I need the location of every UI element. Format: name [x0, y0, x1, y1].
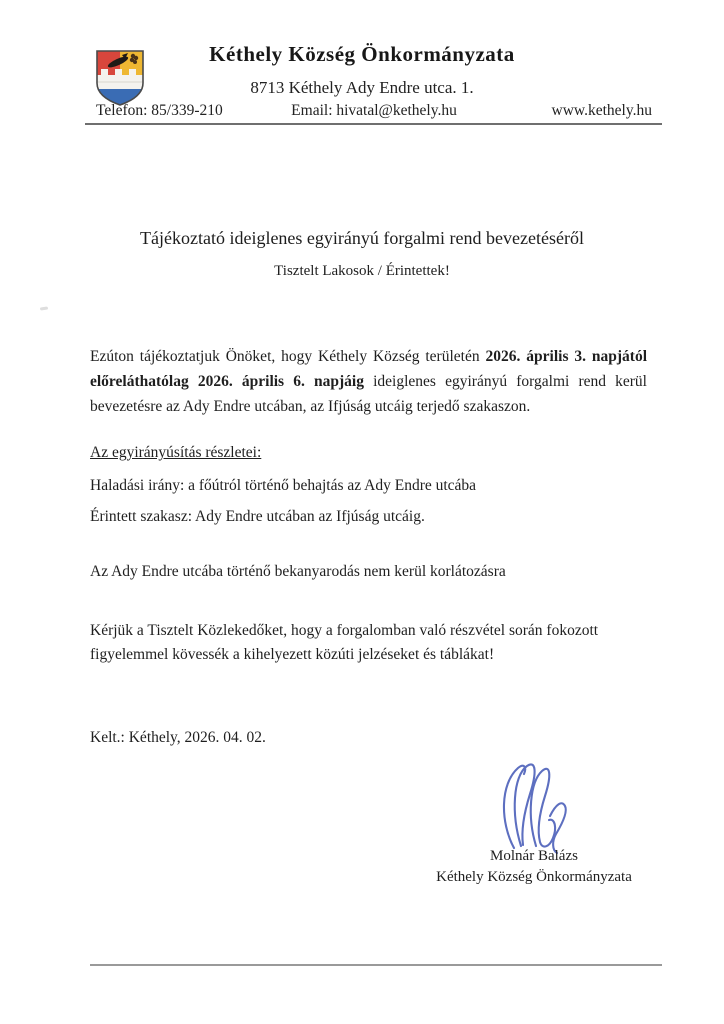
detail-section-line: Érintett szakasz: Ady Endre utcában az Ifjúság utcáig. [90, 508, 425, 525]
scan-artifact-mark [40, 306, 48, 310]
org-address: 8713 Kéthely Ady Endre utca. 1. [250, 78, 474, 97]
detail-direction-line: Haladási irány: a főútról történő behajtás az Ady Endre utcába [90, 477, 477, 494]
signature-block [423, 846, 645, 888]
turning-note-line: Az Ady Endre utcába történő bekanyarodás nem kerül korlátozásra [90, 563, 506, 580]
org-name: Kéthely Község Önkormányzata [209, 42, 515, 66]
handwritten-signature-icon [494, 758, 576, 858]
date-line: Kelt.: Kéthely, 2026. 04. 02. [90, 729, 266, 746]
email-label: Email: hivatal@kethely.hu [291, 102, 457, 119]
document-title: Tájékoztató ideiglenes egyirányú forgalmi rend bevezetéséről [140, 228, 584, 248]
website-label: www.kethely.hu [551, 102, 652, 119]
signatory-org: Kéthely Község Önkormányzata [436, 869, 632, 885]
details-heading: Az egyirányúsítás részletei: [90, 444, 262, 461]
contact-row [85, 102, 662, 120]
footer-divider [90, 964, 662, 966]
phone-label: Telefon: 85/339-210 [96, 102, 223, 119]
intro-paragraph: Ezúton tájékoztatjuk Önöket, hogy Kéthely Község területén 2026. április 3. napjától előreláthatólag 2026. április 6. napjáig ideiglenes egyirányú forgalmi rend kerül bevezetésre az Ady Endre utcában, az Ifjúság utcáig terjedő szakaszon. [90, 348, 648, 416]
request-paragraph: Kérjük a Tisztelt Közlekedőket, hogy a forgalomban való részvétel során fokozott figyelemmel kövessék a kihelyezett közúti jelzéseket és táblákat! [90, 622, 599, 664]
header-divider [85, 123, 662, 125]
signatory-name: Molnár Balázs [490, 848, 578, 864]
salutation: Tisztelt Lakosok / Érintettek! [274, 263, 450, 279]
